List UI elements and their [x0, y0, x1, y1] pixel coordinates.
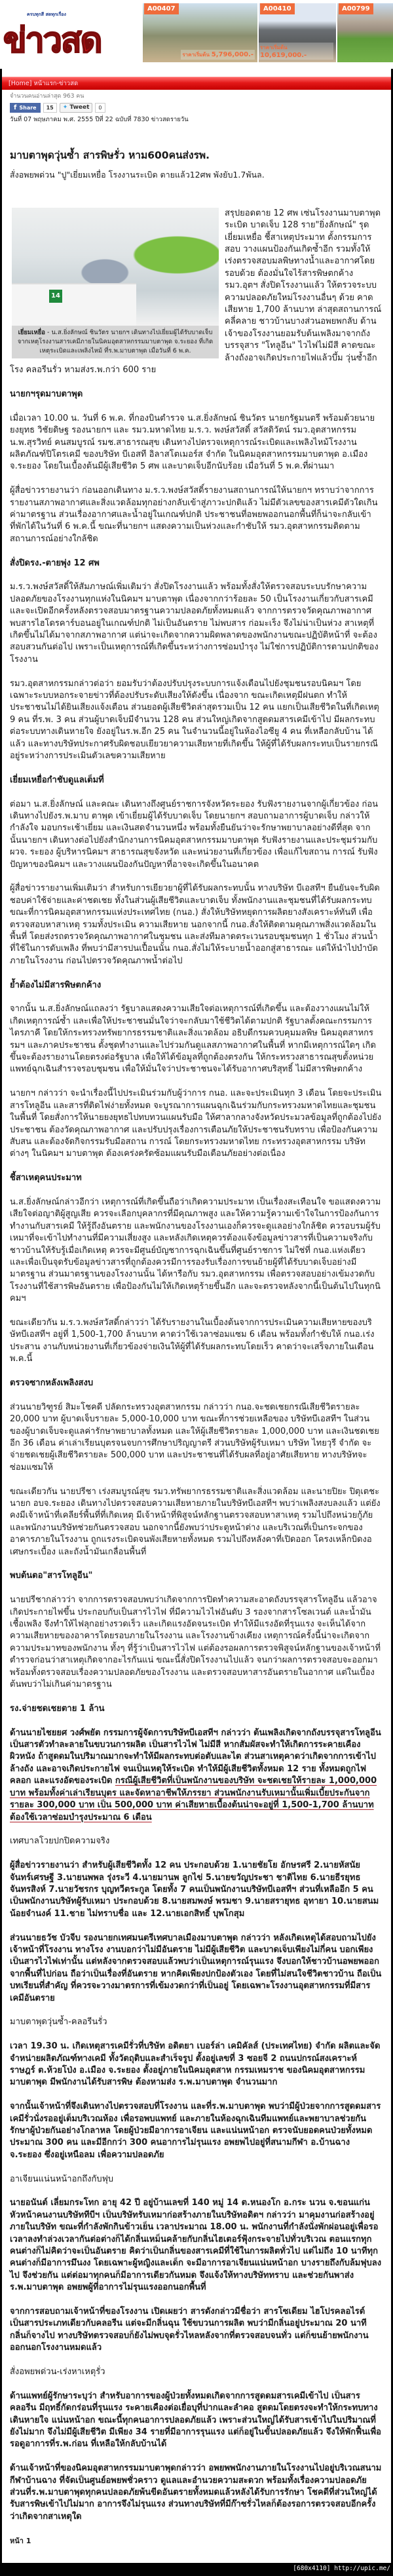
bed-number-sign: 14: [49, 290, 62, 303]
article-headline: มาบตาพุดวุ่นซ้ำ สารพิษรั่ว หาม600คนส่งรพ.: [10, 149, 210, 161]
article-paragraph: ผู้สื่อข่าวรายงานว่า ก่อนออกเดินทาง ม.ร.ว.พงษ์สวัสดิ์รายงานสถานการณ์ให้นายกฯ ทราบว่าจากการรายงานสภาพอากาศและสิ่งแวดล้อมทุกอย่างกลับเข้าสู่ภาวะปกติแล้ว ไม่มีตัวเลขของสารเคมีตัวใดเกินค่ามาตรฐาน ส่วนเรื่องอากาศและน้ำอยู่ในเกณฑ์ปกติ ประชาชนที่อพยพออกนอกพื้นที่ก็น่าจะกลับเข้าที่พักได้ในวันที่ 6 พ.ค.นี้ ขณะที่นายกฯ แสดงความเป็นห่วงและกำชับให้ รมว.อุตสาหกรรมติดตามสถานการณ์อย่างใกล้ชิด: [10, 486, 378, 544]
section-heading: สั่งอพยพด่วน-เร่งหาเหตุรั่ว: [10, 2367, 105, 2377]
article-paragraph: ต่อมา น.ส.ยิ่งลักษณ์ และคณะ เดินทางถึงศูนย์ราชการจังหวัดระยอง รับฟังรายงานจากผู้เกี่ยวข้อง ก่อนเดินทางไปยังร.พ.มาบ ตาพุด เข้าเยี่ยมผู้ได้รับบาดเจ็บ โดยนายกฯ สอบถามอาการผู้บาดเจ็บ กล่าวให้กำลังใจ มอบกระเช้าเยี่ยม และเงินสดจำนวนหนึ่ง พร้อมทั้งยืนยันว่าจะรักษาพยาบาลอย่างดีที่สุด จากนั้นนายกฯ เดินทางต่อไปยังสำนักงานการนิคมอุตสาหกรรมมาบตาพุด รับฟังรายงานและประชุมร่วมกับ ผวจ. ระยอง ผู้บริหารนิคมฯ สาธารณสุขจังหวัด และหน่วยงานที่เกี่ยวข้อง เพื่อแก้ไขสถาน การณ์ รับฟังปัญหาของนิคมฯ และวางแผนป้องกันปัญหาที่อาจจะเกิดขึ้นในอนาคต: [10, 799, 379, 870]
breadcrumb-home-link[interactable]: [Home] หน้าแรก-ข่าวสด: [9, 80, 79, 87]
article-photo[interactable]: [12, 208, 219, 326]
twitter-bird-icon: ✦: [62, 104, 68, 111]
article-subheadline: สั่งอพยพด่วน "ปู"เยี่ยมเหยื่อ โรงงานระเบิด ตายแล้ว12ศพ พังยับ1.7พันล.: [10, 170, 265, 180]
article-paragraph: นายปรีชากล่าวว่า จากการตรวจสอบพบว่าเกิดจากการปิดทำความสะอาดถังบรรจุสารโทลูอีน แล้วอาจเกิดประกายไฟขึ้น ประกอบกับเป็นสารไวไฟ ที่มีความไวไฟอันดับ 3 รองจากสารโซลเวนต์ และน้ำมันเชื้อเพลิง จึงทำให้ไฟลุกอย่างรวดเร็ว และเกิดแรงอัดจนระเบิด ทำให้มีแรงอัดที่รุนแรง จะเห็นได้จากความเสียหายของอาคารโดยรอบภายในโรงงาน และโรงงานข้างเคียง เหตุการณ์ครั้งนี้น่าจะเกิดจากความประมาทของพนักงาน ทั้งๆ ที่รู้ว่าเป็นสารไวไฟ แต่ต้องรอผลการตรวจพิสูจน์หลักฐานของเจ้าหน้าที่ตำรวจก่อนว่าสาเหตุเกิดจากอะไรกันแน่ ขณะนี้สั่งปิดโรงงานไปแล้ว จนกว่าผลการตรวจสอบจะออกมา พร้อมทั้งตรวจสอบเรื่องความปลอดภัยของโรงงาน และตรวจสอบหาสารอันตรายในอากาศ แต่ในเบื้องต้นพบว่าไม่เกินค่ามาตรฐาน: [10, 1595, 381, 1690]
article-paragraph: ด้านเจ้าหน้าที่ของนิคมอุตสาหกรรมมาบตาพุดกล่าวว่า อพยพพนักงานภายในโรงงานไปอยู่บริเวณสนามกีฬาบ้านฉาง ที่จัดเป็นศูนย์อพยพชั่วคราว ดูแลและอำนวยความสะดวก พร้อมทั้งเรื่องความปลอดภัย ส่วนที่ร.พ.มาบตาพุดทุกคนปลอดภัยพ้นขีดอันตรายทั้งหมดแล้วหลังได้รับการรักษา โชคดีที่ส่วนใหญ่ได้รับสารพิษเข้าไปไม่มาก อาการจึงไม่รุนแรง ส่วนทางบริษัทที่มีก๊าซรั่วไหลก็ต้องรอการตรวจสอบอีกครั้งว่าเกิดจากสาเหตุใด: [10, 2463, 382, 2522]
facebook-share-button[interactable]: f Share: [10, 103, 41, 113]
article-paragraph: ส่วนนายธวัช บัวจีบ รองนายกเทศมนตรีเทศบาลเมืองมาบตาพุด กล่าวว่า หลังเกิดเหตุได้สอบถามไปยังเจ้าหน้าที่โรงงาน ทางโรง งานบอกว่าไม่มีอันตราย ไม่มีผู้เสียชีวิต และบาดเจ็บเพียงไม่กี่คน บอกเพียงเป็นสารไวไฟเท่านั้น แต่หลังจากตรวจสอบแล้วพบว่าเป็นเหตุการณ์รุนแรง จึงบอกให้ชาวบ้านอพยพออกจากพื้นที่ไปก่อน ถือว่าเป็นเรื่องที่อันตราย หากคิดเพียงปกป้องตัวเอง โดยที่ไม่สนใจชีวิตชาวบ้าน ถือเป็นบทเรียนที่สำคัญ ที่ควรจะวางมาตรการที่เข้มงวดกว่าที่เป็นอยู่ โดยเฉพาะโรงงานอุตสาหกรรมที่มีสารเคมีอันตราย: [10, 1932, 382, 2003]
article-paragraph: จากนั้นเจ้าหน้าที่จึงเดินทางไปตรวจสอบที่โรงงาน และที่ร.พ.มาบตาพุด พบว่ามีผู้ป่วยจากการสูดดมสารเคมีรั่วนั่งรออยู่เต็มบริเวณห้อง เพื่อรอพบแพทย์ และภายในห้องฉุกเฉินทีมแพทย์และพยาบาลช่วยกันรักษาผู้ป่วยกันอย่างโกลาหล โดยผู้ป่วยมีอาการอาเจียน และแน่นหน้าอก ตรวจนับยอดคนป่วยทั้งหมดประมาณ 300 คน และมีอีกกว่า 300 คนอาการไม่รุนแรง อพยพไปอยู่ที่สนามกีฬา อ.บ้านฉาง จ.ระยอง ซึ่งอยู่เหนือลม เพื่อความปลอดภัย: [10, 2102, 381, 2160]
section-heading: เทศบาลโวยปกปิดความจริง: [10, 1836, 110, 1847]
banner-price: ราคาเริ่มต้น 5,796,000.-: [182, 51, 253, 58]
banner-price: ราคาเริ่มต้น 10,619,000.-: [259, 43, 333, 60]
watermark: [680x4110] http://upic.me/: [293, 2565, 390, 2573]
hospital-bed: [12, 283, 136, 326]
paragraph-text: ด้านนายไชยยศ วงศ์พยัต กรรมการผู้จัดการบริษัทบีเอสทีฯ กล่าวว่า ต้นเพลิงเกิดจากถังบรรจุสารโทลูอีน เป็นสารตัวทำละลายในขบวนการผลิต เป็นสารไวไฟ ไม่มีสี หากสัมผัสจะทำให้เกิดการระคายเคืองผิวหนัง ถ้าสูดดมในปริมาณมากจะทำให้มีผลกระทบต่อตับและไต ส่วนสาเหตุคาดว่าเกิดจากการเข้าไปล้างถัง และอาจเกิดประกายไฟ จนเป็นเหตุให้ระเบิด ทำให้มีผู้เสียชีวิตทั้งหมด 12 ราย ทั้งหมดถูกไฟคลอก และแรงอัดของระเบิด: [10, 1727, 381, 1786]
section-heading: พบต้นตอ"สารโทลูอีน": [10, 1571, 93, 1581]
article-paragraph: สรุปยอดตาย 12 ศพ เซ่นโรงงานมาบตาพุดระเบิด บาดเจ็บ 128 ราย"ยิ่งลักษณ์" รุดเยี่ยมเหยื่อ ชี้สาเหตุประมาท ตั้งกรรมการสอบ วางแผนป้องกันเกิดซ้ำอีก รวมทั้งให้เร่งตรวจสอบมลพิษทางน้ำและอากาศโดยรอบด้วย ต้องมั่นใจไร้สารพิษตกค้าง รมว.อุตฯ สั่งปิดโรงงานแล้ว ให้ตรวจระบบความปลอดภัยใหม่โรงงานอื่นๆ ด้วย คาดเสียหาย 1,700 ล้านบาท ล่าสุดสถานการณ์คลี่คลาย ชาวบ้านบางส่วนอพยพกลับ ด้านเจ้าของโรงงานยอมรับต้นเพลิงมาจากถังบรรจุสาร "โทลูอีน" ไวไฟไม่มีสี คาดขณะล้างถังอาจเกิดประกายไฟแล้วบึ้ม วุ่นซ้ำอีกโรง คลอรีนรั่ว หามส่งร.พ.กว่า 600 ราย: [10, 208, 382, 375]
section-heading: รง.จ่ายชดเชยตาย 1 ล้าน: [10, 1703, 105, 1714]
page-number: หน้า 1: [10, 2536, 31, 2545]
banner-code: A00799: [339, 3, 373, 14]
section-heading: ตรวจซากหลังเพลิงสงบ: [10, 1377, 94, 1388]
article: [10, 0, 382, 2563]
article-paragraph: นายกฯ กล่าวว่า จะนำเรื่องนี้ไปประเมินร่วมกับผู้ว่าการ กนอ. และจะประเมินทุก 3 เดือน โดยจะประเมินสารโทลูอีน และสารที่ติดไฟง่ายทั้งหมด จะบูรณาการแผนฉุกเฉินร่วมกับกระทรวงมหาดไทยและชุมชนในพื้นที่ โดยสั่งการให้นายยงยุทธไปทบทวนแผนรับมือ ให้ศาลากลางจังหวัดประมวลข้อมูลที่ถูกต้องไปยังประชาชน ต้องวัดคุณภาพอากาศ และปรับปรุงเรื่องการเตือนภัยให้ประชาชนรับทราบ เพื่อป้องกันความสับสน และต้องจัดกิจกรรมรับมือสถาน การณ์ โดยกระทรวงมหาดไทย กระทรวงอุตสาหกรรม บริษัทต่างๆ ในนิคมฯ มาบตาพุด ต้องเคร่งครัดซ้อมแผนรับมือเตือนภัยอย่างต่อเนื่อง: [10, 1088, 382, 1159]
section-heading: ชี้สาเหตุคนประมาท: [10, 1173, 82, 1183]
facebook-icon: f: [14, 104, 17, 111]
section-heading: สั่งปิดรง.-ตายพุ่ง 12 ศพ: [10, 558, 100, 568]
article-paragraph: ผู้สื่อข่าวรายงานว่า สำหรับผู้เสียชีวิตทั้ง 12 คน ประกอบด้วย 1.นายชัยโย อักษรศรี 2.นายหัสนัย จันทร์เศรษฐี 3.นายนพพล รุ่งระวี 4.นายมานพ ลูกไข่ 5.นายขวัญประชา ชาติไทย 6.นายธีรยุทธ จันทรสิงห์ 7.นายวัชรกร บุญทวีตระกูล โดยทั้ง 7 คนเป็นพนักงานบริษัทบีเอสทีฯ ส่วนที่เหลืออีก 5 คนเป็นพนักงานบริษัทผู้รับเหมา ประกอบด้วย 8.นายสมพงษ์ พรมชา 9.นายสรายุทธ อุทายา 10.นายสนม น้อยจำนงค์ 11.ชาย ไม่ทราบชื่อ และ 12.นายเอกสิทธิ์ บุพโกสุม: [10, 1860, 379, 1919]
article-paragraph: ส่วนนายวิฑูรย์ สิมะโชคดี ปลัดกระทรวงอุตสาหกรรม กล่าวว่า กนอ.จะชดเชยกรณีเสียชีวิตรายละ 20,000 บาท ผู้บาดเจ็บรายละ 5,000-10,000 บาท ขณะที่การช่วยเหลือของ บริษัทบีเอสทีฯ ในส่วนของผู้บาดเจ็บจะดูแลค่ารักษาพยาบาลทั้งหมด และให้ผู้เสียชีวิตรายละ 1,000,000 บาท และเงินชดเชยอีก 36 เดือน ค่าเล่าเรียนบุตรจนจบการศึกษาปริญญาตรี ส่วนบริษัทผู้รับเหมา บริษัท ไทยวุรี จำกัด จะจ่ายชดเชยผู้เสียชีวิตรายละ 500,000 บาท และประชาชนที่ได้รับผลที่อยู่อาศัยเสียหาย ทางบริษัทจะซ่อมแซมให้: [10, 1402, 379, 1472]
article-paragraph: เมื่อเวลา 10.00 น. วันที่ 6 พ.ค. ที่กองบินตำรวจ น.ส.ยิ่งลักษณ์ ชินวัตร นายกรัฐมนตรี พร้อมด้วยนายยงยุทธ วิชัยดิษฐ รองนายกฯ และ รมว.มหาดไทย ม.ร.ว. พงษ์สวัสดิ์ สวัสดิวัตน์ รมว.อุตสาหกรรม น.พ.สุรวิทย์ คนสมบูรณ์ รมช.สาธารณสุข เดินทางไปตรวจเหตุการณ์ระเบิดและเพลิงไหม้โรงงานผลิตภัณฑ์ปิโตรเคมี ของบริษัท บีเอสที อิลาสโตเมอร์ส จำกัด ในนิคมอุตสาหกรรมมาบตาพุด อ.เมือง จ.ระยอง โดยในเบื้องต้นมีผู้เสียชีวิต 5 ศพ และบาดเจ็บอีกนับร้อย เมื่อวันที่ 5 พ.ค.ที่ผ่านมา: [10, 413, 375, 472]
section-heading: อาเจียนแน่นหน้าอกถึงกับฟุบ: [10, 2174, 114, 2184]
article-paragraph: ขณะเดียวกัน นายปรีชา เร่งสมบูรณ์สุข รมว.ทรัพยากรธรรมชาติและสิ่งแวดล้อม และนายปิยะ ปิตุเตชะ นายก อบจ.ระยอง เดินทางไปตรวจสอบความเสียหายภายในบริษัทบีเอสทีฯ พบว่าเพลิงสงบลงแล้ว แต่ยังคงมีเจ้าหน้าที่เคลียร์พื้นที่ที่เกิดเหตุ มีเจ้าหน้าที่พิสูจน์หลักฐานตรวจสอบหาสาเหตุ รวมไปถึงหน่วยกู้ภัย และพนักงานบริษัทช่วยกันตรวจสอบ นอกจากนี้ยังพบว่าประตูหน้าต่าง และบริเวณที่เป็นกระจกของอาคารภายในโรงงาน ถูกแรงระเบิดจนพังเสียหายทั้งหมด รวมไปถึงหลังคาที่เปิดออก โครงเหล็กบิดงอ เศษกระเบื้อง และถังน้ำมันเกลื่อนพื้นที่: [10, 1486, 381, 1557]
article-paragraph: ด้านแพทย์ผู้รักษาระบุว่า สำหรับอาการของผู้ป่วยทั้งหมดเกิดจากการสูดดมสารเคมีเข้าไป เป็นสารคลอรีน มีฤทธิ์กัดกร่อนที่รุนแรง ระคายเคืองต่อเยื่อบุที่ปากและลำคอ สูดดมโดยตรงจะทำให้กระทบทางเดินหายใจ แน่นหน้าอก ขณะนี้ทุกคนอาการปลอดภัยแล้ว เพราะส่วนใหญ่ได้รับสารเข้าไปในปริมาณที่ยังไม่มาก จึงไม่มีผู้เสียชีวิต มีเพียง 34 รายที่มีอาการรุนแรง แต่ก็อยู่ในขั้นปลอดภัยแล้ว จึงให้พักฟื้นเพื่อรอดูอาการที่ร.พ.ก่อน ที่เหลือให้กลับบ้านได้: [10, 2391, 381, 2450]
image-host-bar: [0, 2563, 393, 2576]
article-paragraph: รมว.อุตสาหกรรมกล่าวต่อว่า ยอมรับว่าต้องปรับปรุงระบบการแจ้งเตือนไปยังชุมชนรอบนิคมฯ โดยเฉพาะระบบหอกระจายข่าวที่ต้องปรับระดับเสียงให้ดังขึ้น เนื่องจาก ขณะเกิดเหตุมีฝนตก ทำให้ประชาชนไม่ได้ยินเสียงแจ้งเตือน ส่วนยอดผู้เสียชีวิตล่าสุดรวมเป็น 12 คน แยกเป็นเสียชีวิตในที่เกิดเหตุ 9 คน ที่ร.พ. 3 คน ส่วนผู้บาดเจ็บมีจำนวน 128 คน ส่วนใหญ่เกิดจากสูดดมสารเคมีเข้าไป มีผลกระทบต่อระบบทางเดินหายใจ ยังอยู่ในร.พ.อีก 25 คน ในจำนวนนี้อยู่ในห้องไอซียู 4 คน ที่เหลือกลับบ้าน ได้แล้ว และทางบริษัทประกาศรับผิดชอบเยียวยาความเสียหายที่เกิดขึ้น ให้ผู้ที่ได้รับผลกระทบเป็นรายกรณี อยู่ระหว่างการประเมินตัวเลขความเสียหาย: [10, 678, 379, 761]
section-heading: นายกฯรุดมาบตาพุด: [10, 389, 83, 399]
article-paragraph: จากนั้น น.ส.ยิ่งลักษณ์แถลงว่า รัฐบาลแสดงความเสียใจต่อเหตุการณ์ที่เกิดขึ้น และต้องวางแผนไม่ให้เกิดเหตุการณ์ซ้ำ และเพื่อให้ประชาชนมั่นใจว่าจะกลับมาใช้ชีวิตได้ตามปกติ รัฐบาลตั้งคณะกรรมการไตรภาคี โดยให้กระทรวงทรัพยากรธรรมชาติและสิ่งแวดล้อม อธิบดีกรมควบคุมมลพิษ นิคมอุตสาหกรรมฯ และภาคประชาชน ตั้งชุดทำงานและไปร่วมกันดูแลสภาพอากาศในพื้นที่ หากมีเหตุการณ์ใดๆ เกิดขึ้นจะต้องรายงานโดยตรงต่อรัฐบาล เพื่อให้ได้ข้อมูลที่ถูกต้องตรงกัน ให้กระทรวงสาธารณสุขตั้งหน่วยแพทย์ฉุกเฉินสำรวจรอบชุมชน เพื่อให้มั่นใจว่าประชาชนจะได้รับอากาศบริสุทธิ์ ไม่มีสารพิษตกค้าง: [10, 1004, 376, 1075]
article-paragraph: นายอนันต์ เลี่ยมกระโทก อายุ 42 ปี อยู่บ้านเลขที่ 140 หมู่ 14 ต.หนองโก อ.กระ นวน จ.ขอนแก่น หัวหน้าคนงานบริษัททีบีฯ เป็นบริษัทรับเหมาก่อสร้างภายในบริษัทอดิตฯ กล่าวว่า มาคุมงานก่อสร้างอยู่ภายในบริษัท ขณะที่กำลังพักกินข้าวเย็น เวลาประมาณ 18.00 น. พนักงานที่กำลังนั่งพักผ่อนอยู่เพื่อรอเวลาลงทำล่วงเวลากันต่อต่างก็ได้กลิ่นเหม็นคล้ายกับกลิ่นไฮเตอร์ฟุ้งกระจายไปทั่วบริเวณ ตอนแรกทุกคนต่างก็ไม่คิดว่าจะเป็นอันตราย คิดว่าเป็นกลิ่นของสารเคมีที่ใช้ในการผลิตทั่วไป แต่ไม่ถึง 10 นาทีทุกคนต่างก็มีอาการมึนงง โดยเฉพาะผู้หญิงและเด็ก จะมีอาการอาเจียนแน่นหน้าอก บางรายถึงกับล้มฟุบลงไป จึงช่วยกัน แต่ต่อมาทุกคนก็มีอาการเดียวกันหมด จึงแจ้งให้ทางบริษัททราบ และช่วยกันพาส่งร.พ.มาบตาพุด อพยพผู้ที่อาการไม่รุนแรงออกนอกพื้นที่: [10, 2198, 382, 2293]
article-figure: [12, 208, 219, 358]
underlined-highlight: กรณีผู้เสียชีวิตที่เป็นพนักงานของบริษัท จะชดเชยให้รายละ 1,000,000 บาท พร้อมทั้งค่าเล่าเรียนบุตร และจัดหาอาชีพให้ภรรยา ส่วนพนักงานรับเหมานั้นเพิ่มเบี้ยประกันจากรายละ 300,000 บาท เป็น 500,000 บาท ค่าเสียหายเบื้องต้นน่าจะอยู่ที่ 1,500-1,700 ล้านบาท ต้องใช้เวลาซ่อมบำรุงประมาณ 6 เดือน: [10, 1776, 377, 1822]
logo-tagline: ครบทุกสี สดทุกเรื่อง: [27, 12, 66, 17]
article-body: [10, 208, 382, 2523]
section-heading: เยี่ยมเหยื่อกำชับดูแลเต็มที่: [10, 775, 104, 785]
article-paragraph: ผู้สื่อข่าวรายงานเพิ่มเติมว่า สำหรับการเยียวยาผู้ที่ได้รับผลกระทบนั้น ทางบริษัท บีเอสทีฯ ยืนยันจะรับผิดชอบค่าใช้จ่ายและค่าชดเชย ทั้งในส่วนผู้เสียชีวิตและบาดเจ็บ ทั้งพนักงานและชุมชนที่ได้รับผลกระทบ ขณะที่การนิคมอุตสาหกรรมแห่งประเทศไทย (กนอ.) สั่งให้บริษัทหยุดการผลิตยางสังเคราะห์ทันที เพื่อตรวจสอบหาสาเหตุ รวมทั้งประเมิน ความเสียหาย นอกจากนี้ กนอ.สั่งให้ติดตามคุณภาพสิ่งแวดล้อมในพื้นที่ โดยส่งรถตรวจวัดคุณภาพอากาศในชุมชน และส่งทีมลาดตระเวนรอบชุมชนทุก 1 ชั่วโมง ส่วนน้ำที่ใช้ในการดับเพลิง ที่พบว่ามีสารปนเปื้อนนั้น กนอ.สั่งไม่ให้ระบายน้ำออกสู่สาธารณะ แต่ให้นำไปบำบัดภายในโรงงาน ก่อนไปตรวจวัดคุณภาพน้ำต่อไป: [10, 883, 380, 966]
banner-code: A00410: [260, 3, 295, 14]
article-paragraph: ขณะเดียวกัน ม.ร.ว.พงษ์สวัสดิ์กล่าวว่า ได้รับรายงานในเบื้องต้นจากการประเมินความเสียหายของบริษัทบีเอสทีฯ อยู่ที่ 1,500-1,700 ล้านบาท คาดว่าใช้เวลาซ่อมแซม 6 เดือน พร้อมทั้งกำชับให้ กนอ.เร่งประสาน งานกับหน่วยงานที่เกี่ยวข้องจ่ายเงินให้ผู้ที่ได้รับผลกระทบโดยเร็ว คาดว่าจะเสร็จภายในเดือนพ.ค.นี้: [10, 1317, 375, 1364]
tweet-button[interactable]: ✦ Tweet: [60, 103, 93, 113]
issue-date: วันที่ 07 พฤษภาคม พ.ศ. 2555 ปีที่ 22 ฉบับที่ 7830 ข่าวสดรายวัน: [10, 116, 189, 123]
article-paragraph: เวลา 19.30 น. เกิดเหตุสารเคมีรั่วที่บริษัท อดิตยา เบอร์ล่า เคมิคัลส์ (ประเทศไทย) จำกัด ผลิตและจัดจำหน่ายผลิตภัณฑ์ทางเคมี ทั้งวัตถุดิบและสำเร็จรูป ตั้งอยู่เลขที่ 3 ซอยจี 2 ถนนปกรณ์สงเคราะห์ราษฎร์ ต.ห้วยโป่ง อ.เมือง จ.ระยอง ตั้งอยู่ภายในนิคมอุตสาห กรรมเหมราช ของนิคมอุตสาหกรรมมาบตาพุด มีพนักงานได้รับสารพิษ ต้องหามส่ง ร.พ.มาบตาพุด จำนวนมาก: [10, 2041, 381, 2088]
section-heading: ย้ำต้องไม่มีสารพิษตกค้าง: [10, 980, 102, 990]
logo-wordmark: ข่าวสด: [3, 21, 102, 60]
article-paragraph: [10, 1727, 382, 1824]
photo-caption: เยี่ยมเหยื่อ - น.ส.ยิ่งลักษณ์ ชินวัตร นายกฯ เดินทางไปเยี่ยมผู้ได้รับบาดเจ็บจากเหตุโรงงานสารเคมีภายในนิคมอุตสาหกรรมมาบตาพุด จ.ระยอง ที่เกิดเหตุระเบิดและเพลิงไหม้ ที่ร.พ.มาบตาพุด เมื่อวันที่ 6 พ.ค.: [12, 326, 219, 358]
reader-count: จำนวนคนอ่านล่าสุด 963 คน: [10, 93, 84, 100]
tweet-count: 0: [95, 103, 105, 113]
share-count: 15: [43, 103, 57, 113]
article-paragraph: น.ส.ยิ่งลักษณ์กล่าวอีกว่า เหตุการณ์ที่เกิดขึ้นถือว่าเกิดความประมาท เป็นเรื่องสะเทือนใจ ขอแสดงความเสียใจต่อญาติผู้สูญเสีย ควรจะเลือกบุคลากรที่มีคุณภาพสูง และให้ความรู้ความเข้าใจในการป้องกันการทำงานกับสารเคมี ให้รู้ถึงอันตราย และพนักงานของโรงงานเองก็ควรจะดูแลอย่างใกล้ชิด ควรอบรมผู้รับเหมาที่จะเข้าไปทำงานที่มีความเสี่ยงสูง และหลังเกิดเหตุควรต้องแจ้งข้อมูลข่าวสารที่เป็นความจริงกับชาวบ้านให้รับรู้เมื่อเกิดเหตุ ควรจะมีศูนย์บัญชาการฉุกเฉินขึ้นที่ศูนย์ราชการ ไม่ใช่ที่ กนอ.แห่งเดียว และเพื่อเป็นจุดรับข้อมูลข่าวสารที่ถูกต้องควรมีการรองรับเรื่องการขนย้ายผู้ที่ได้รับบาดเจ็บอย่างมีมาตรฐาน ส่วนมาตรฐานของโรงงานนั้น ได้หารือกับ รมว.อุตสาหกรรม เพื่อตรวจสอบอย่างเข้มงวดกับโรงงานที่ใช้สารพิษอันตราย เพื่อป้องกันไม่ให้เกิดเหตุร้ายขึ้นอีก และจะตรวจหลังจากนี้เป็นต้นไปในทุกนิคมฯ: [10, 1197, 381, 1304]
section-heading: มาบตาพุดวุ่นซ้ำ-คลอรีนรั่ว: [10, 2017, 107, 2028]
article-paragraph: จากการสอบถามเจ้าหน้าที่ของโรงงาน เปิดเผยว่า สารดังกล่าวมีชื่อว่า สารโซเดียม ไฮโปรคลอไรต์ เป็นสารประเภทเดียวกับคลอรีน แต่จะมีกลิ่นฉุน ใช้ขบวนการผลิต พบว่ามีกลิ่นอยู่ประมาณ 20 นาทีกลิ่นก็จางไป ทางบริษัทตรวจสอบก็ยังไม่พบจุดรั่วไหลหลังจากที่ตรวจสอบจนทั่ว แต่ก็ขนย้ายพนักงานออกนอกโรงงานหมดแล้ว: [10, 2307, 369, 2353]
article-paragraph: ม.ร.ว.พงษ์สวัสดิ์ให้สัมภาษณ์เพิ่มเติมว่า สั่งปิดโรงงานแล้ว พร้อมทั้งสั่งให้ตรวจสอบระบบรักษาความปลอดภัยของโรงงานทุกแห่งในนิคมฯ มาบตาพุด เนื่องจากกว่าร้อยละ 50 เป็นโรงงานเกี่ยวกับสารเคมี และจะเปิดอีกครั้งหลังตรวจสอบมาตรฐานความปลอดภัยทั้งหมดแล้ว จากการตรวจวัดคุณภาพอากาศพบสารไฮโดรคาร์บอนอยู่ในเกณฑ์ปกติ ไม่เป็นอันตราย ไม่พบสาร ก่อมะเร็ง จึงไม่น่าเป็นห่วง สาเหตุที่เกิดขึ้นไม่ได้มาจากสภาพอากาศ แต่น่าจะเกิดจากความผิดพลาดของพนักงานขณะปฏิบัติหน้าที่ จะต้องสอบสวนกันต่อไป เพราะเป็นเหตุการณ์ที่เกิดขึ้นระหว่างการซ่อมบำรุง ไม่ใช่การปฏิบัติการตามปกติของโรงงาน: [10, 582, 379, 664]
banner-code: A00407: [144, 3, 179, 14]
